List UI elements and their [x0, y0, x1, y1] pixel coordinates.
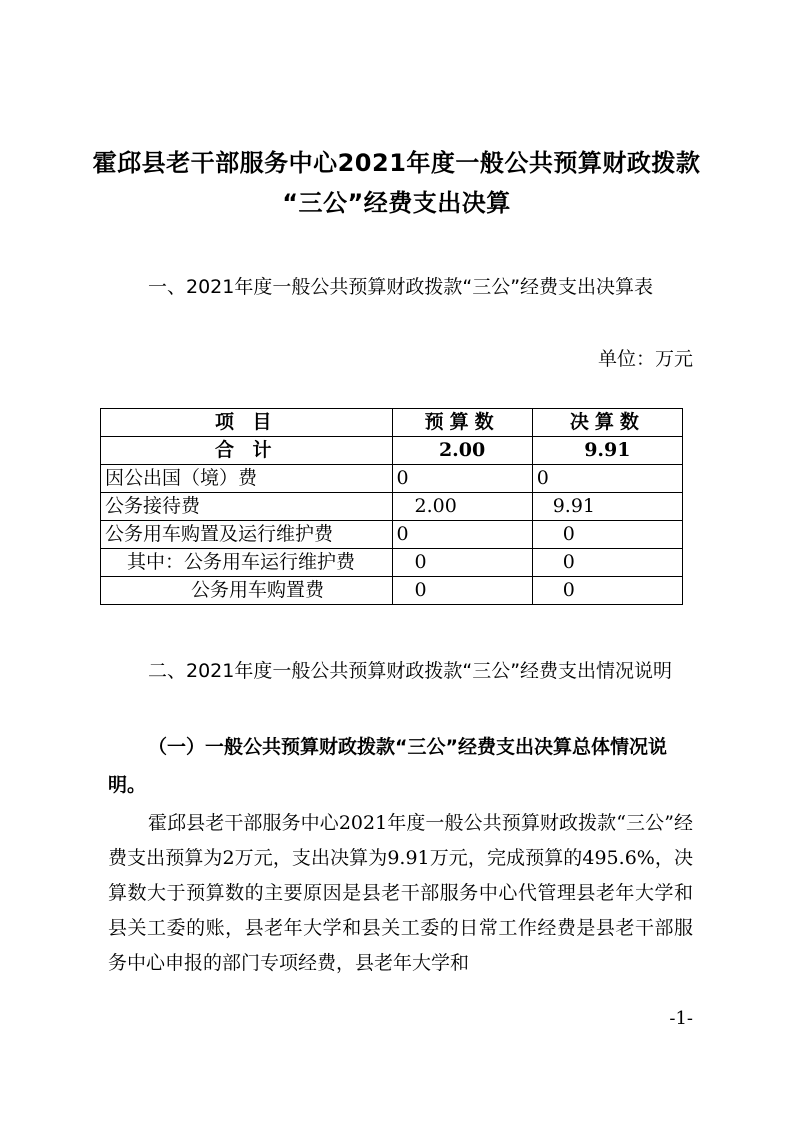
row-budget: 0: [392, 465, 532, 493]
table-row: [101, 521, 683, 549]
total-label: 合 计: [101, 437, 393, 465]
unit-label: 单位：万元: [597, 348, 693, 370]
row-final: 0: [532, 521, 682, 549]
row-final: 0: [532, 549, 682, 577]
row-budget: 2.00: [392, 493, 532, 521]
row-final: 9.91: [532, 493, 682, 521]
row-budget: 0: [392, 549, 532, 577]
table-total-row: [101, 437, 683, 465]
row-label: 公务用车购置及运行维护费: [101, 521, 393, 549]
header-item: 项 目: [101, 409, 393, 437]
page-number: -1-: [669, 1008, 693, 1029]
section-1-heading: 一、2021年度一般公共预算财政拨款“三公”经费支出决算表: [148, 276, 654, 298]
table-row: [101, 493, 683, 521]
row-final: 0: [532, 577, 682, 605]
title-line-2: “三公”经费支出决算: [282, 189, 511, 217]
row-label: 公务用车购置费: [101, 577, 393, 605]
row-budget: 0: [392, 521, 532, 549]
header-budget: 预算数: [392, 409, 532, 437]
subsection-1-heading: （一）一般公共预算财政拨款“三公”经费支出决算总体情况说明。: [108, 736, 667, 796]
title-line-1: 霍邱县老干部服务中心2021年度一般公共预算财政拨款: [92, 149, 701, 177]
budget-table: [100, 408, 683, 605]
row-budget: 0: [392, 577, 532, 605]
table-header-row: [101, 409, 683, 437]
row-label: 其中：公务用车运行维护费: [101, 549, 393, 577]
row-label: 公务接待费: [101, 493, 393, 521]
total-budget: 2.00: [392, 437, 532, 465]
paragraph-1: 霍邱县老干部服务中心2021年度一般公共预算财政拨款“三公”经费支出预算为2万元，支出决算为9.91万元，完成预算的495.6%，决算数大于预算数的主要原因是县老干部服务中心代管理县老年大学和县关工委的账，县老年大学和县关工委的日常工作经费是县老干部服务中心申报的部门专项经费，县老年大学和: [108, 812, 693, 974]
table-row: [101, 465, 683, 493]
total-final: 9.91: [532, 437, 682, 465]
table-row: [101, 549, 683, 577]
table-row: [101, 577, 683, 605]
section-2-heading: 二、2021年度一般公共预算财政拨款“三公”经费支出情况说明: [148, 660, 673, 682]
row-final: 0: [532, 465, 682, 493]
row-label: 因公出国（境）费: [101, 465, 393, 493]
header-final: 决算数: [532, 409, 682, 437]
